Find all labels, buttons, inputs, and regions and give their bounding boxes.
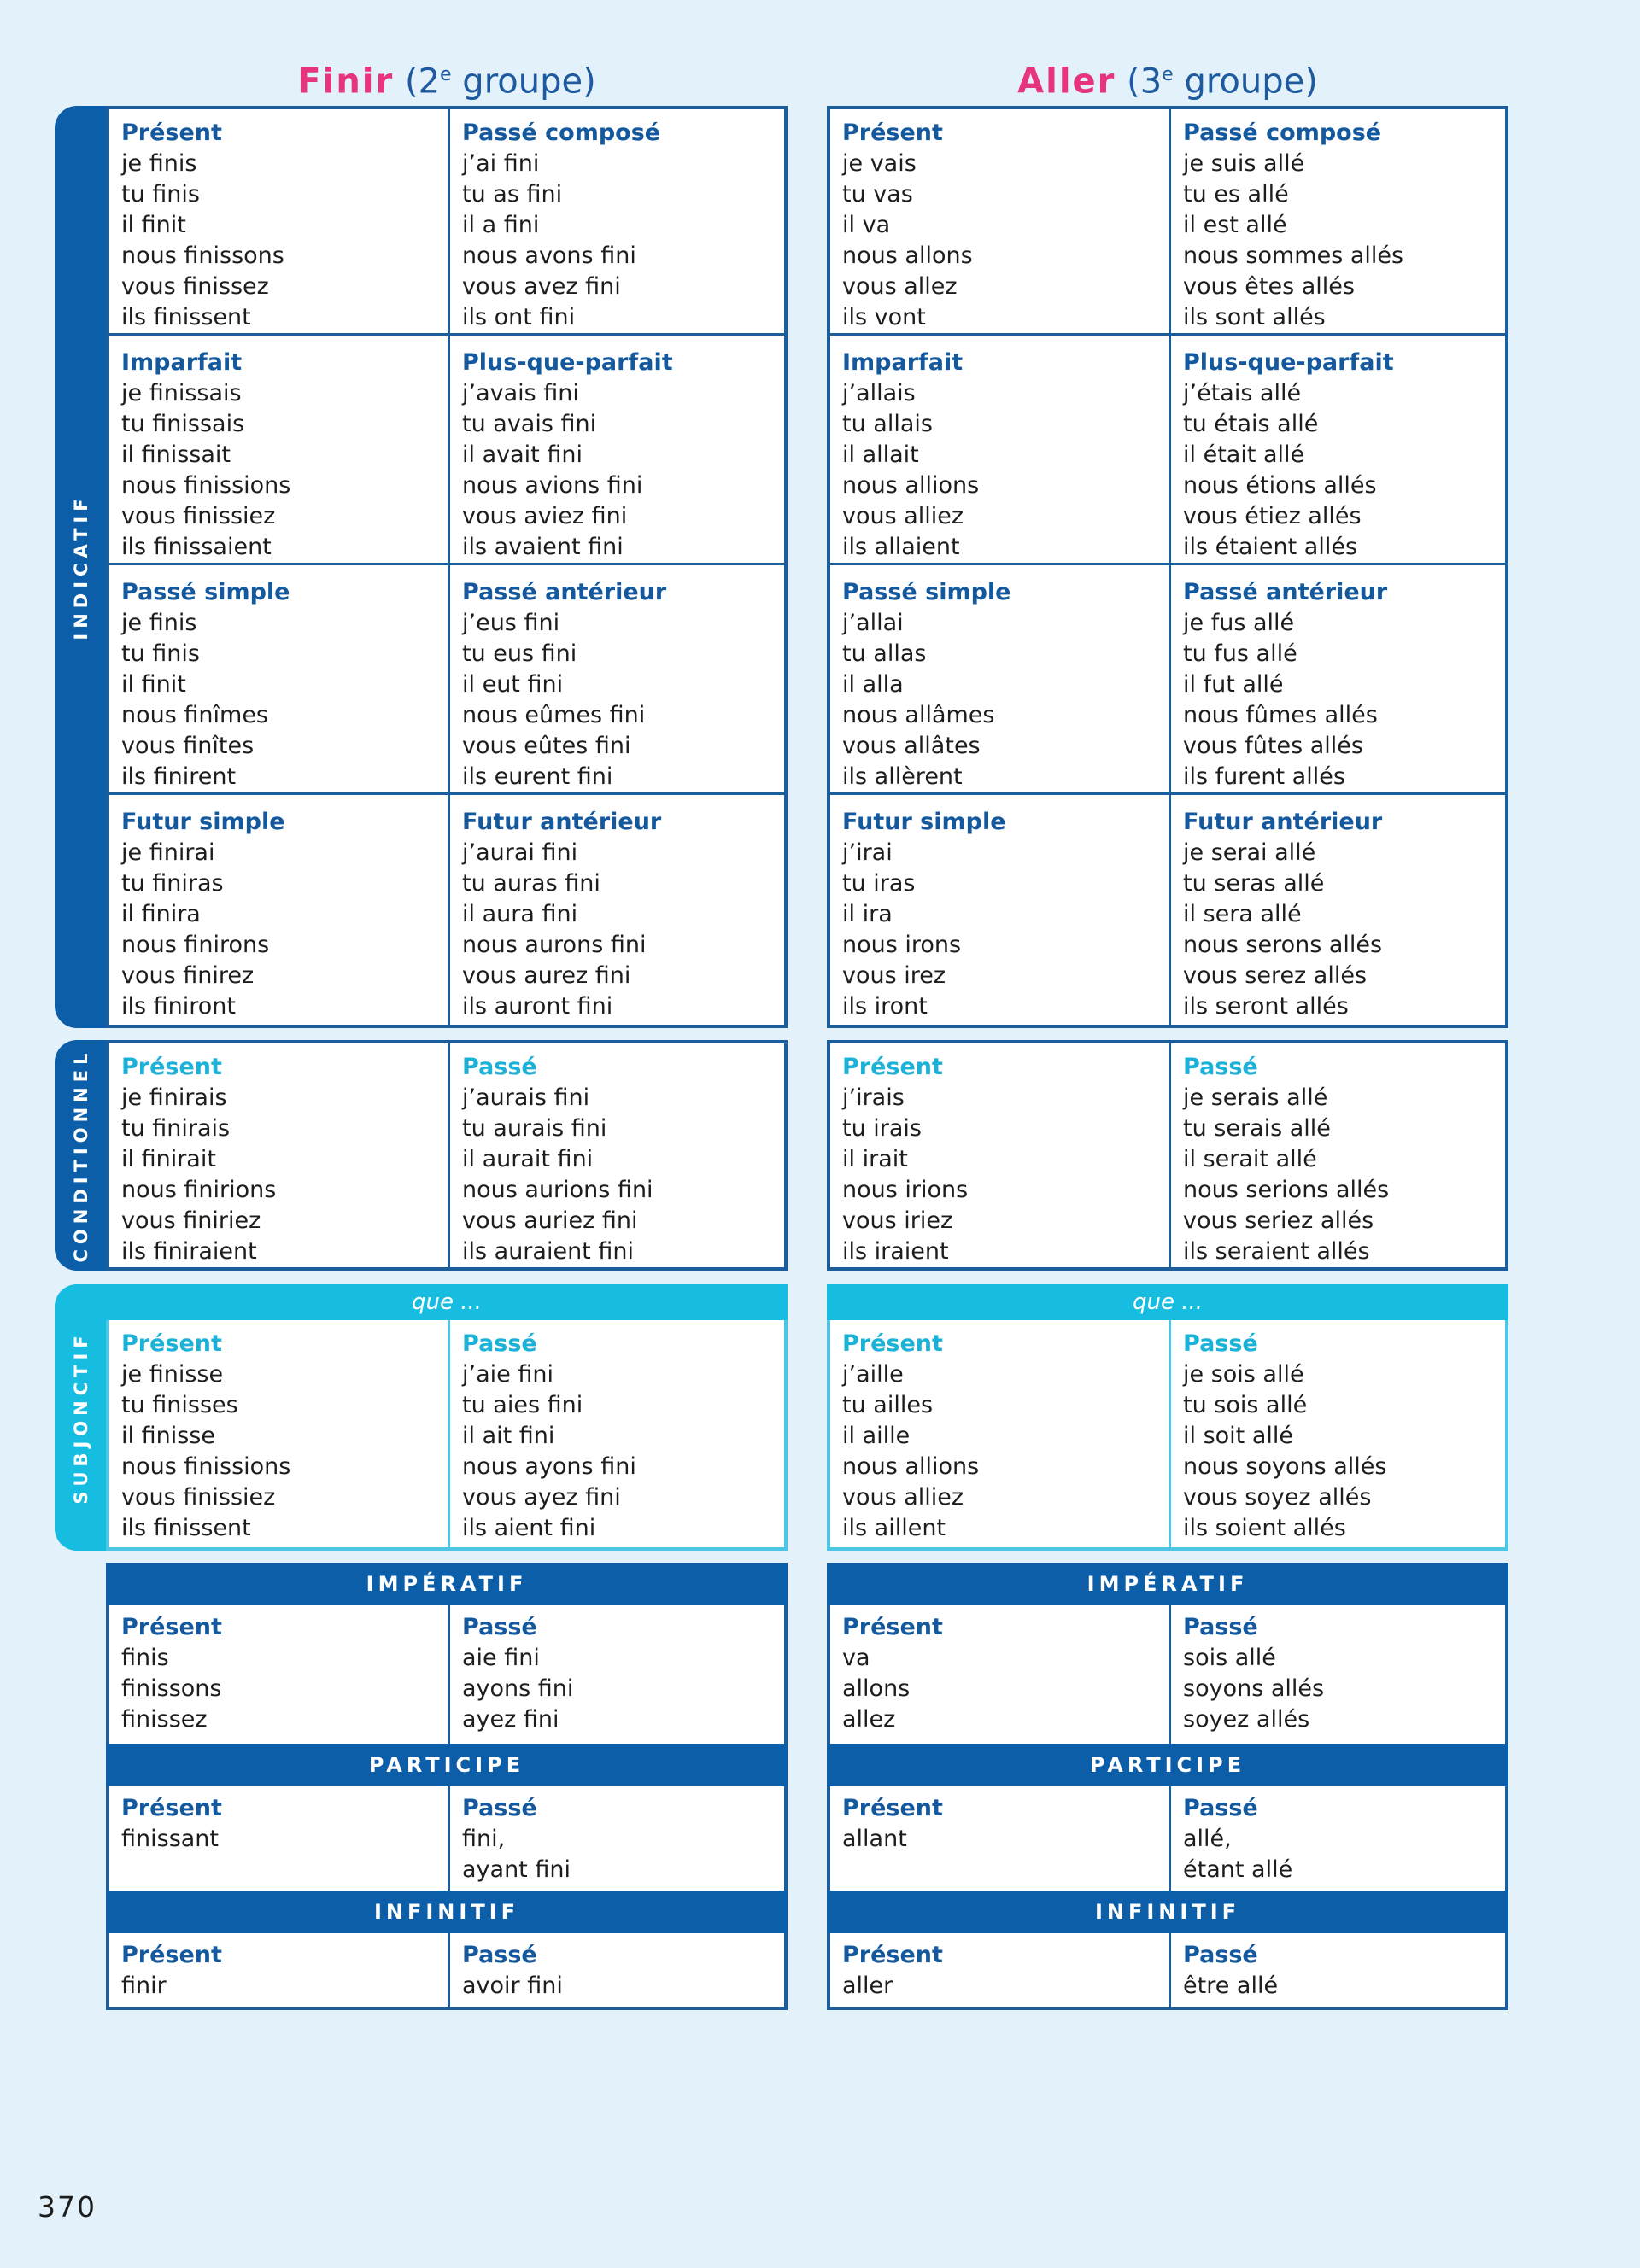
conjugation-line: tu seras allé	[1183, 870, 1325, 897]
tense-title: Passé	[1183, 1614, 1258, 1640]
aller-indicatif-tense	[1168, 795, 1508, 1025]
conjugation-line: allez	[842, 1706, 896, 1733]
conjugation-line: nous eûmes fini	[462, 702, 646, 728]
aller-indicatif-tense	[827, 106, 1171, 336]
aller-imperatif-tense	[1168, 1605, 1508, 1744]
tense-title: Passé	[1183, 1942, 1258, 1968]
imperatif-header: IMPÉRATIF	[106, 1563, 788, 1605]
tense-title: Futur antérieur	[1183, 809, 1383, 835]
conjugation-line: nous aurions fini	[462, 1177, 653, 1203]
conjugation-line: nous finîmes	[121, 702, 268, 728]
conjugation-line: j’irai	[842, 839, 893, 866]
conjugation-line: tu finissais	[121, 411, 245, 437]
conjugation-line: vous étiez allés	[1183, 503, 1362, 529]
tense-title: Passé	[462, 1330, 537, 1357]
conjugation-line: j’allai	[842, 610, 904, 636]
conjugation-line: tu as fini	[462, 181, 563, 208]
conjugation-line: j’aurais fini	[462, 1084, 590, 1111]
tense-title: Passé	[1183, 1330, 1258, 1357]
conjugation-line: j’étais allé	[1183, 380, 1302, 406]
conjugation-line: vous irez	[842, 962, 946, 989]
subjonctif-que-bar: que ...	[827, 1284, 1508, 1320]
conjugation-line: soyez allés	[1183, 1706, 1310, 1733]
aller-participe-tense	[827, 1786, 1171, 1891]
conjugation-line: tu auras fini	[462, 870, 600, 897]
conjugation-line: il avait fini	[462, 441, 583, 468]
conjugation-line: ayons fini	[462, 1675, 574, 1702]
indicatif-side-tab	[55, 106, 108, 1028]
conjugation-line: soyons allés	[1183, 1675, 1325, 1702]
participe-header: PARTICIPE	[827, 1744, 1508, 1786]
conjugation-line: nous finissions	[121, 472, 291, 499]
tense-title: Présent	[121, 1614, 222, 1640]
conjugation-line: allant	[842, 1826, 907, 1852]
conjugation-line: il aille	[842, 1423, 911, 1449]
conjugation-line: vous alliez	[842, 1484, 964, 1511]
conjugation-line: nous soyons allés	[1183, 1453, 1387, 1480]
conjugation-line: il finira	[121, 901, 201, 927]
finir-subjonctif-tense	[106, 1320, 450, 1551]
conjugation-line: vous serez allés	[1183, 962, 1368, 989]
conjugation-line: ayant fini	[462, 1856, 571, 1883]
conjugation-line: j’irais	[842, 1084, 905, 1111]
finir-conditionnel-tense	[106, 1040, 450, 1271]
conjugation-line: ils iront	[842, 993, 928, 1020]
aller-indicatif-tense	[1168, 336, 1508, 565]
conjugation-line: il allait	[842, 441, 919, 468]
tense-title: Présent	[842, 1330, 943, 1357]
conjugation-line: tu irais	[842, 1115, 922, 1142]
infinitif-header: INFINITIF	[106, 1891, 788, 1933]
conjugation-line: tu étais allé	[1183, 411, 1319, 437]
aller-infinitif-tense	[827, 1933, 1171, 2010]
conjugation-line: allons	[842, 1675, 911, 1702]
conjugation-line: tu aurais fini	[462, 1115, 607, 1142]
conjugation-line: ils auront fini	[462, 993, 613, 1020]
conjugation-line: il sera allé	[1183, 901, 1302, 927]
aller-indicatif-tense	[827, 336, 1171, 565]
conjugation-line: il ira	[842, 901, 893, 927]
conjugation-line: il finit	[121, 212, 186, 238]
conjugation-line: nous étions allés	[1183, 472, 1377, 499]
tense-title: Présent	[121, 1795, 222, 1821]
conjugation-line: vous finissiez	[121, 1484, 276, 1511]
group-word: groupe	[462, 61, 583, 102]
conjugation-line: vous eûtes fini	[462, 733, 631, 759]
conjugation-line: nous allions	[842, 1453, 980, 1480]
tense-title: Présent	[842, 1795, 943, 1821]
conjugation-line: ils finissent	[121, 1515, 251, 1541]
tense-title: Plus-que-parfait	[462, 349, 673, 376]
conjugation-line: va	[842, 1645, 870, 1671]
conjugation-line: je serais allé	[1183, 1084, 1328, 1111]
conjugation-line: ils eurent fini	[462, 763, 613, 790]
conjugation-line: ils ont fini	[462, 304, 576, 330]
conjugation-line: ils auraient fini	[462, 1238, 634, 1265]
conjugation-line: j’allais	[842, 380, 916, 406]
conjugation-line: être allé	[1183, 1973, 1279, 1999]
tense-title: Présent	[121, 1330, 222, 1357]
conjugation-line: je finirais	[121, 1084, 227, 1111]
finir-indicatif-tense	[106, 106, 450, 336]
conjugation-line: il est allé	[1183, 212, 1287, 238]
aller-subjonctif-tense	[1168, 1320, 1508, 1551]
conjugation-line: vous iriez	[842, 1207, 953, 1234]
finir-title: Finir (2e groupe)	[297, 61, 596, 102]
conjugation-line: ils aillent	[842, 1515, 946, 1541]
conjugation-line: tu aies fini	[462, 1392, 583, 1418]
subjonctif-que-bar: que ...	[106, 1284, 788, 1320]
tense-title: Passé simple	[842, 579, 1011, 605]
aller-imperatif-tense	[827, 1605, 1171, 1744]
conjugation-line: tu fus allé	[1183, 640, 1297, 667]
conjugation-line: il irait	[842, 1146, 908, 1172]
conjugation-line: vous avez fini	[462, 273, 621, 300]
tense-title: Passé	[462, 1054, 537, 1080]
tense-title: Passé	[462, 1795, 537, 1821]
conjugation-line: nous finissions	[121, 1453, 291, 1480]
conjugation-line: fini,	[462, 1826, 506, 1852]
conjugation-line: il finirait	[121, 1146, 216, 1172]
conjugation-line: il était allé	[1183, 441, 1305, 468]
conditionnel-label: CONDITIONNEL	[71, 1048, 91, 1263]
conjugation-line: vous alliez	[842, 503, 964, 529]
conjugation-line: aller	[842, 1973, 893, 1999]
infinitif-header: INFINITIF	[827, 1891, 1508, 1933]
tense-title: Passé	[1183, 1795, 1258, 1821]
conjugation-line: ils iraient	[842, 1238, 949, 1265]
conjugation-line: j’eus fini	[462, 610, 560, 636]
conjugation-line: aie fini	[462, 1645, 540, 1671]
finir-imperatif-tense	[447, 1605, 788, 1744]
finir-indicatif-box	[106, 106, 788, 1028]
conjugation-line: tu serais allé	[1183, 1115, 1331, 1142]
conjugation-line: ils finissent	[121, 304, 251, 330]
tense-title: Futur simple	[842, 809, 1006, 835]
finir-conditionnel-tense	[447, 1040, 788, 1271]
conjugation-line: je finisse	[121, 1361, 224, 1388]
conjugation-line: nous finirons	[121, 932, 270, 958]
conjugation-line: nous allions	[842, 472, 980, 499]
conjugation-line: je finis	[121, 150, 197, 177]
conjugation-line: j’aie fini	[462, 1361, 554, 1388]
verb-name: Aller	[1017, 61, 1116, 102]
finir-subjonctif-box	[106, 1284, 788, 1551]
conjugation-line: tu avais fini	[462, 411, 597, 437]
conjugation-line: je finissais	[121, 380, 242, 406]
aller-indicatif-tense	[1168, 106, 1508, 336]
conjugation-line: ils avaient fini	[462, 534, 624, 560]
conjugation-line: il serait allé	[1183, 1146, 1317, 1172]
conjugation-line: ils aient fini	[462, 1515, 596, 1541]
conjugation-line: je serai allé	[1183, 839, 1316, 866]
conjugation-line: tu finis	[121, 640, 200, 667]
conjugation-line: il a fini	[462, 212, 540, 238]
page-number: 370	[38, 2190, 97, 2224]
conjugation-line: vous fûtes allés	[1183, 733, 1363, 759]
group-number: 3	[1139, 61, 1163, 102]
tense-title: Imparfait	[121, 349, 243, 376]
conjugation-line: nous serions allés	[1183, 1177, 1390, 1203]
imperatif-header: IMPÉRATIF	[827, 1563, 1508, 1605]
conjugation-line: allé,	[1183, 1826, 1232, 1852]
conjugation-line: je suis allé	[1183, 150, 1305, 177]
conjugation-line: vous finîtes	[121, 733, 255, 759]
conjugation-line: tu sois allé	[1183, 1392, 1308, 1418]
conjugation-line: tu vas	[842, 181, 913, 208]
conjugation-line: j’aille	[842, 1361, 904, 1388]
conjugation-line: vous finirez	[121, 962, 255, 989]
conjugation-line: ils finissaient	[121, 534, 272, 560]
conjugation-line: ils seront allés	[1183, 993, 1349, 1020]
tense-title: Présent	[121, 1054, 222, 1080]
finir-participe-tense	[106, 1786, 450, 1891]
conjugation-line: tu ailles	[842, 1392, 934, 1418]
indicatif-label: INDICATIF	[71, 494, 91, 640]
tense-title: Passé	[1183, 1054, 1258, 1080]
group-superscript: e	[1162, 64, 1174, 85]
tense-title: Passé antérieur	[1183, 579, 1388, 605]
tense-title: Futur simple	[121, 809, 285, 835]
conjugation-line: nous irons	[842, 932, 962, 958]
finir-participe-tense	[447, 1786, 788, 1891]
conjugation-line: vous allez	[842, 273, 958, 300]
aller-indicatif-tense	[1168, 565, 1508, 795]
conjugation-line: il finissait	[121, 441, 231, 468]
conjugation-line: tu finis	[121, 181, 200, 208]
conjugation-line: je vais	[842, 150, 917, 177]
conjugation-line: ils soient allés	[1183, 1515, 1346, 1541]
finir-lower-box	[106, 1563, 788, 2010]
tense-title: Passé	[462, 1942, 537, 1968]
conjugation-line: j’avais fini	[462, 380, 579, 406]
finir-indicatif-tense	[447, 106, 788, 336]
conjugation-line: tu finisses	[121, 1392, 238, 1418]
conjugation-line: ayez fini	[462, 1706, 559, 1733]
group-word: groupe	[1184, 61, 1305, 102]
tense-title: Passé antérieur	[462, 579, 667, 605]
conjugation-line: je finirai	[121, 839, 215, 866]
conjugation-line: vous seriez allés	[1183, 1207, 1374, 1234]
aller-conditionnel-tense	[827, 1040, 1171, 1271]
conjugation-line: il soit allé	[1183, 1423, 1294, 1449]
conjugation-line: tu finiras	[121, 870, 224, 897]
tense-title: Passé composé	[462, 120, 661, 146]
finir-subjonctif-tense	[447, 1320, 788, 1551]
conjugation-line: nous ayons fini	[462, 1453, 636, 1480]
finir-conditionnel-box	[106, 1040, 788, 1271]
conjugation-line: il aurait fini	[462, 1146, 594, 1172]
finir-indicatif-tense	[106, 795, 450, 1025]
conjugation-line: il alla	[842, 671, 904, 698]
conjugation-line: il finisse	[121, 1423, 215, 1449]
conjugation-line: nous avons fini	[462, 243, 636, 269]
finir-infinitif-tense	[447, 1933, 788, 2010]
conjugation-line: vous finissez	[121, 273, 269, 300]
conjugation-line: nous irions	[842, 1177, 969, 1203]
conjugation-line: nous finissons	[121, 243, 284, 269]
conjugation-line: sois allé	[1183, 1645, 1276, 1671]
conjugation-line: ils finiraient	[121, 1238, 257, 1265]
conjugation-line: nous allons	[842, 243, 973, 269]
conjugation-line: nous fûmes allés	[1183, 702, 1378, 728]
conjugation-line: j’aurai fini	[462, 839, 578, 866]
conjugation-line: nous aurons fini	[462, 932, 647, 958]
conjugation-line: finissons	[121, 1675, 222, 1702]
conjugation-line: il aura fini	[462, 901, 578, 927]
conjugation-line: nous serons allés	[1183, 932, 1383, 958]
conjugation-line: étant allé	[1183, 1856, 1293, 1883]
tense-title: Présent	[842, 1614, 943, 1640]
conjugation-line: avoir fini	[462, 1973, 563, 1999]
conjugation-line: ils allèrent	[842, 763, 963, 790]
finir-indicatif-tense	[106, 565, 450, 795]
conjugation-line: nous finirions	[121, 1177, 277, 1203]
tense-title: Présent	[842, 1054, 943, 1080]
conditionnel-side-tab	[55, 1040, 108, 1271]
conjugation-line: ils finirent	[121, 763, 237, 790]
conjugation-line: il va	[842, 212, 891, 238]
tense-title: Plus-que-parfait	[1183, 349, 1394, 376]
conjugation-line: vous ayez fini	[462, 1484, 621, 1511]
group-superscript: e	[440, 64, 452, 85]
conjugation-line: nous allâmes	[842, 702, 995, 728]
conjugation-line: je sois allé	[1183, 1361, 1304, 1388]
conjugation-line: vous allâtes	[842, 733, 981, 759]
aller-infinitif-tense	[1168, 1933, 1508, 2010]
conjugation-line: ils furent allés	[1183, 763, 1345, 790]
aller-participe-tense	[1168, 1786, 1508, 1891]
conjugation-line: tu allais	[842, 411, 933, 437]
conjugation-line: tu eus fini	[462, 640, 577, 667]
conjugation-line: vous aviez fini	[462, 503, 628, 529]
aller-lower-box	[827, 1563, 1508, 2010]
tense-title: Imparfait	[842, 349, 964, 376]
conjugation-line: finis	[121, 1645, 169, 1671]
aller-subjonctif-box	[827, 1284, 1508, 1551]
tense-title: Présent	[842, 120, 943, 146]
aller-subjonctif-tense	[827, 1320, 1171, 1551]
conjugation-line: ils allaient	[842, 534, 960, 560]
conjugation-line: vous aurez fini	[462, 962, 631, 989]
finir-indicatif-tense	[447, 336, 788, 565]
conjugation-line: ils sont allés	[1183, 304, 1326, 330]
tense-title: Présent	[842, 1942, 943, 1968]
conjugation-line: tu finirais	[121, 1115, 231, 1142]
tense-title: Passé composé	[1183, 120, 1382, 146]
subjonctif-side-tab	[55, 1284, 108, 1551]
tense-title: Présent	[121, 120, 222, 146]
conjugation-line: ils seraient allés	[1183, 1238, 1370, 1265]
conjugation-line: ils finiront	[121, 993, 236, 1020]
conjugation-line: finir	[121, 1973, 167, 1999]
conjugation-line: nous avions fini	[462, 472, 643, 499]
aller-indicatif-tense	[827, 565, 1171, 795]
conjugation-line: vous finissiez	[121, 503, 276, 529]
conjugation-line: tu es allé	[1183, 181, 1289, 208]
conjugation-line: je finis	[121, 610, 197, 636]
conjugation-line: il ait fini	[462, 1423, 555, 1449]
finir-indicatif-tense	[447, 565, 788, 795]
conjugation-line: il finit	[121, 671, 186, 698]
conjugation-line: je fus allé	[1183, 610, 1295, 636]
aller-conditionnel-box	[827, 1040, 1508, 1271]
conjugation-line: tu allas	[842, 640, 927, 667]
conjugation-line: vous êtes allés	[1183, 273, 1355, 300]
finir-imperatif-tense	[106, 1605, 450, 1744]
group-number: 2	[418, 61, 441, 102]
tense-title: Futur antérieur	[462, 809, 662, 835]
tense-title: Passé simple	[121, 579, 290, 605]
conjugation-line: finissez	[121, 1706, 208, 1733]
conjugation-line: finissant	[121, 1826, 219, 1852]
aller-indicatif-tense	[827, 795, 1171, 1025]
conjugation-line: vous auriez fini	[462, 1207, 638, 1234]
finir-infinitif-tense	[106, 1933, 450, 2010]
conjugation-line: vous soyez allés	[1183, 1484, 1372, 1511]
aller-title: Aller (3e groupe)	[1017, 61, 1318, 102]
conjugation-line: vous finiriez	[121, 1207, 261, 1234]
conjugation-line: j’ai fini	[462, 150, 540, 177]
finir-indicatif-tense	[447, 795, 788, 1025]
conjugation-line: tu iras	[842, 870, 916, 897]
tense-title: Présent	[121, 1942, 222, 1968]
conjugation-line: il fut allé	[1183, 671, 1284, 698]
conjugation-line: nous sommes allés	[1183, 243, 1404, 269]
conjugation-line: ils étaient allés	[1183, 534, 1358, 560]
subjonctif-label: SUBJONCTIF	[71, 1330, 91, 1505]
aller-indicatif-box	[827, 106, 1508, 1028]
conjugation-line: il eut fini	[462, 671, 564, 698]
tense-title: Passé	[462, 1614, 537, 1640]
conjugation-line: ils vont	[842, 304, 926, 330]
participe-header: PARTICIPE	[106, 1744, 788, 1786]
finir-indicatif-tense	[106, 336, 450, 565]
aller-conditionnel-tense	[1168, 1040, 1508, 1271]
verb-name: Finir	[297, 61, 395, 102]
